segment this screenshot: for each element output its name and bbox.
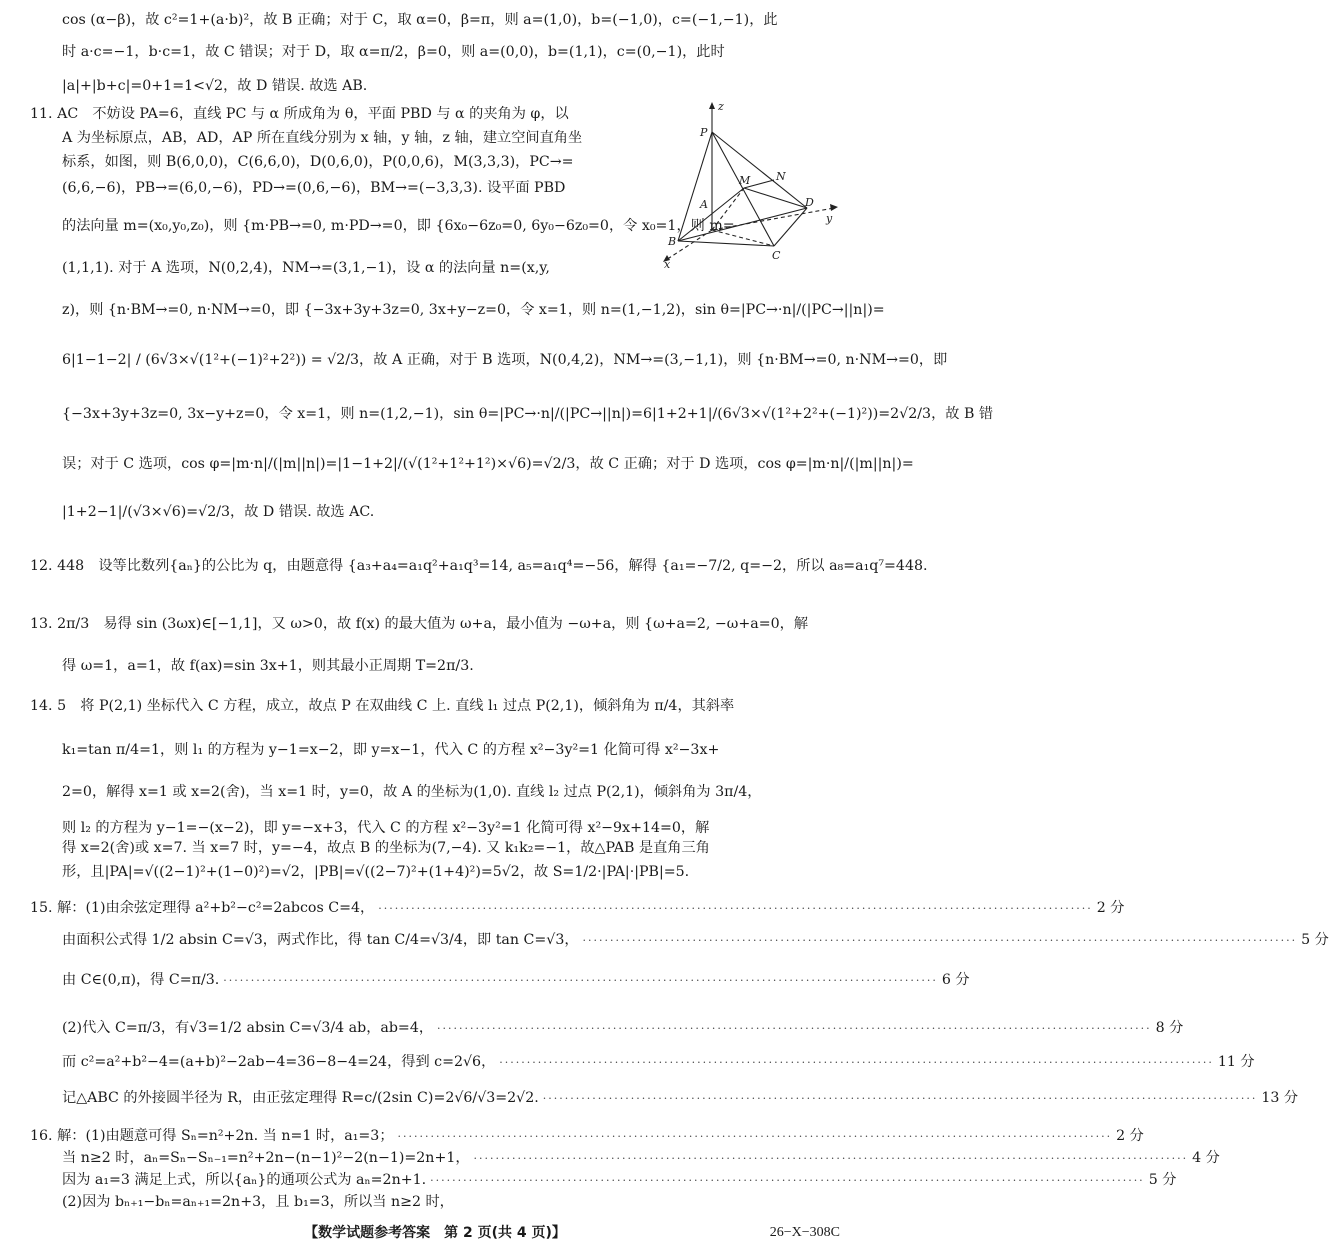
leader-dots <box>430 1171 1145 1191</box>
q11-line-10: 误；对于 C 选项，cos φ=|m·n|/(|m||n|)=|1−1+2|/(√(1²+1²+1²)×√6)=√2/3，故 C 正确；对于 D 选项，cos φ=|m·n|/(|m||n|)= <box>62 456 914 472</box>
leader-dots <box>437 1019 1152 1039</box>
z-arrow-icon <box>709 102 715 109</box>
q10-line-2: 时 a·c=−1，b·c=1，故 C 错误；对于 D，取 α=π/2，β=0，则 a=(0,0)，b=(1,1)，c=(0,−1)，此时 <box>62 44 725 60</box>
q11-line-3: 标系，如图，则 B(6,0,0)，C(6,6,0)，D(0,6,0)，P(0,0,6)，M(3,3,3)，PC→= <box>62 154 574 170</box>
leader-dots <box>398 1127 1113 1147</box>
leader-dots <box>499 1053 1214 1073</box>
edge-pb <box>678 132 712 241</box>
q16-step-3 <box>62 1170 1177 1191</box>
page-footer <box>0 1222 870 1244</box>
q10-line-3: |a|+|b+c|=0+1=1<√2，故 D 错误. 故选 AB. <box>62 78 368 94</box>
label-n: N <box>776 170 786 183</box>
q16-step-2 <box>62 1148 1220 1169</box>
step-text: 由 C∈(0,π)，得 C=π/3. <box>62 972 220 988</box>
step-text: 当 n≥2 时，aₙ=Sₙ−Sₙ₋₁=n²+2n−(n−1)²−2(n−1)=2n+1， <box>62 1150 470 1166</box>
q15-step-5 <box>62 1052 1255 1073</box>
q15-step-2 <box>62 930 1329 951</box>
q14-line-3: 2=0，解得 x=1 或 x=2(舍)，当 x=1 时，y=0，故 A 的坐标为(1,0). 直线 l₂ 过点 P(2,1)，倾斜角为 3π/4， <box>62 784 762 800</box>
label-z: z <box>718 100 724 113</box>
step-points: 6 分 <box>941 972 970 988</box>
step-points: 5 分 <box>1301 932 1329 948</box>
q15-step-6 <box>62 1088 1299 1109</box>
leader-dots <box>543 1089 1258 1109</box>
step-points: 5 分 <box>1148 1172 1177 1188</box>
step-text: 而 c²=a²+b²−4=(a+b)²−2ab−4=36−8−4=24，得到 c=2√6， <box>62 1054 496 1070</box>
step-text: 由面积公式得 1/2 absin C=√3，两式作比，得 tan C/4=√3/4，即 tan C=√3， <box>62 932 579 948</box>
q11-line-6: (1,1,1). 对于 A 选项，N(0,2,4)，NM→=(3,1,−1)，设 α 的法向量 n=(x,y, <box>62 260 550 276</box>
segment-am <box>712 188 744 230</box>
leader-dots <box>474 1149 1189 1169</box>
label-x: x <box>664 258 671 271</box>
q11-line-9: {−3x+3y+3z=0, 3x−y+z=0，令 x=1，则 n=(1,2,−1)，sin θ=|PC→·n|/(|PC→||n|)=6|1+2+1|/(6√3×√(1²+2²+(−1)²))=2√2/3，故 B 错 <box>62 406 994 422</box>
q13-line-2: 得 ω=1，a=1，故 f(ax)=sin 3x+1，则其最小正周期 T=2π/3. <box>62 658 474 674</box>
step-text: 15. 解：(1)由余弦定理得 a²+b²−c²=2abcos C=4， <box>30 900 375 916</box>
q11-line-4: (6,6,−6)，PB→=(6,0,−6)，PD→=(0,6,−6)，BM→=(−3,3,3). 设平面 PBD <box>62 180 566 196</box>
step-points: 2 分 <box>1116 1128 1144 1144</box>
q13-line-1: 13. 2π/3 易得 sin (3ωx)∈[−1,1]，又 ω>0，故 f(x) 的最大值为 ω+a，最小值为 −ω+a，则 {ω+a=2, −ω+a=0，解 <box>30 616 809 632</box>
q14-line-2: k₁=tan π/4=1，则 l₁ 的方程为 y−1=x−2，即 y=x−1，代入 C 的方程 x²−3y²=1 化简可得 x²−3x+ <box>62 742 720 758</box>
q15-step-1 <box>30 898 1125 919</box>
step-points: 4 分 <box>1192 1150 1220 1166</box>
label-a: A <box>700 198 708 211</box>
q11-line-8: 6|1−1−2| / (6√3×√(1²+(−1)²+2²)) = √2/3，故 A 正确，对于 B 选项，N(0,4,2)，NM→=(3,−1,1)，则 {n·BM→=0, n·NM→=0，即 <box>62 352 948 368</box>
footer-code: 26−X−308C <box>769 1225 840 1240</box>
q11-line-11: |1+2−1|/(√3×√6)=√2/3，故 D 错误. 故选 AC. <box>62 504 375 520</box>
q11-line-2: A 为坐标原点，AB，AD，AP 所在直线分别为 x 轴，y 轴，z 轴，建立空间直角坐 <box>62 130 583 146</box>
leader-dots <box>223 971 938 991</box>
q14-line-1: 14. 5 将 P(2,1) 坐标代入 C 方程，成立，故点 P 在双曲线 C 上. 直线 l₁ 过点 P(2,1)，倾斜角为 π/4，其斜率 <box>30 698 735 714</box>
label-p: P <box>700 126 708 139</box>
step-points: 2 分 <box>1096 900 1125 916</box>
leader-dots <box>583 931 1298 951</box>
q15-step-3 <box>62 970 970 991</box>
q15-step-4 <box>62 1018 1184 1039</box>
q12-line-1: 12. 448 设等比数列{aₙ}的公比为 q，由题意得 {a₃+a₄=a₁q²+a₁q³=14, a₅=a₁q⁴=−56，解得 {a₁=−7/2, q=−2，所以 a₈=a₁q⁷=448. <box>30 558 928 574</box>
step-points: 11 分 <box>1217 1054 1255 1070</box>
q16-line-4: (2)因为 bₙ₊₁−bₙ=aₙ₊₁=2n+3，且 b₁=3，所以当 n≥2 时， <box>62 1194 454 1210</box>
edge-pd <box>712 132 807 208</box>
step-text: 因为 a₁=3 满足上式，所以{aₙ}的通项公式为 aₙ=2n+1. <box>62 1172 427 1188</box>
step-text: (2)代入 C=π/3，有√3=1/2 absin C=√3/4 ab，ab=4， <box>62 1020 434 1036</box>
label-b: B <box>668 235 677 248</box>
y-axis <box>712 208 834 230</box>
q14-line-4: 则 l₂ 的方程为 y−1=−(x−2)，即 y=−x+3，代入 C 的方程 x²−3y²=1 化简可得 x²−9x+14=0，解 <box>62 820 710 836</box>
step-text: 记△ABC 的外接圆半径为 R，由正弦定理得 R=c/(2sin C)=2√6/√3=2√2. <box>62 1090 539 1106</box>
pyramid-figure <box>662 100 852 270</box>
step-points: 8 分 <box>1155 1020 1184 1036</box>
step-text: 16. 解：(1)由题意可得 Sₙ=n²+2n. 当 n=1 时，a₁=3； <box>30 1128 394 1144</box>
edge-bd <box>678 208 807 241</box>
segment-md <box>744 188 807 208</box>
label-y: y <box>826 212 833 225</box>
q16-step-1 <box>30 1126 1144 1147</box>
label-d: D <box>805 196 814 209</box>
leader-dots <box>378 899 1093 919</box>
q14-line-6: 形，且|PA|=√((2−1)²+(1−0)²)=√2，|PB|=√((2−7)²+(1+4)²)=5√2，故 S=1/2·|PA|·|PB|=5. <box>62 864 690 880</box>
y-arrow-icon <box>830 204 838 211</box>
q11-line-1: 11. AC 不妨设 PA=6，直线 PC 与 α 所成角为 θ，平面 PBD 与 α 的夹角为 φ，以 <box>30 106 569 122</box>
footer-title: 【数学试题参考答案 第 2 页(共 4 页)】 <box>304 1225 566 1241</box>
q14-line-5: 得 x=2(舍)或 x=7. 当 x=7 时，y=−4，故点 B 的坐标为(7,−4). 又 k₁k₂=−1，故△PAB 是直角三角 <box>62 840 710 856</box>
label-c: C <box>772 249 781 262</box>
q11-line-5: 的法向量 m=(x₀,y₀,z₀)，则 {m·PB→=0, m·PD→=0，即 {6x₀−6z₀=0, 6y₀−6z₀=0，令 x₀=1，则 m= <box>62 218 735 234</box>
q10-line-1: cos (α−β)，故 c²=1+(a·b)²，故 B 正确；对于 C，取 α=0，β=π，则 a=(1,0)，b=(−1,0)，c=(−1,−1)，此 <box>62 12 778 28</box>
label-m: M <box>739 174 751 187</box>
q11-line-7: z)，则 {n·BM→=0, n·NM→=0，即 {−3x+3y+3z=0, 3x+y−z=0，令 x=1，则 n=(1,−1,2)，sin θ=|PC→·n|/(|PC→||n|)= <box>62 302 885 318</box>
step-points: 13 分 <box>1261 1090 1299 1106</box>
edge-cd <box>774 208 807 246</box>
